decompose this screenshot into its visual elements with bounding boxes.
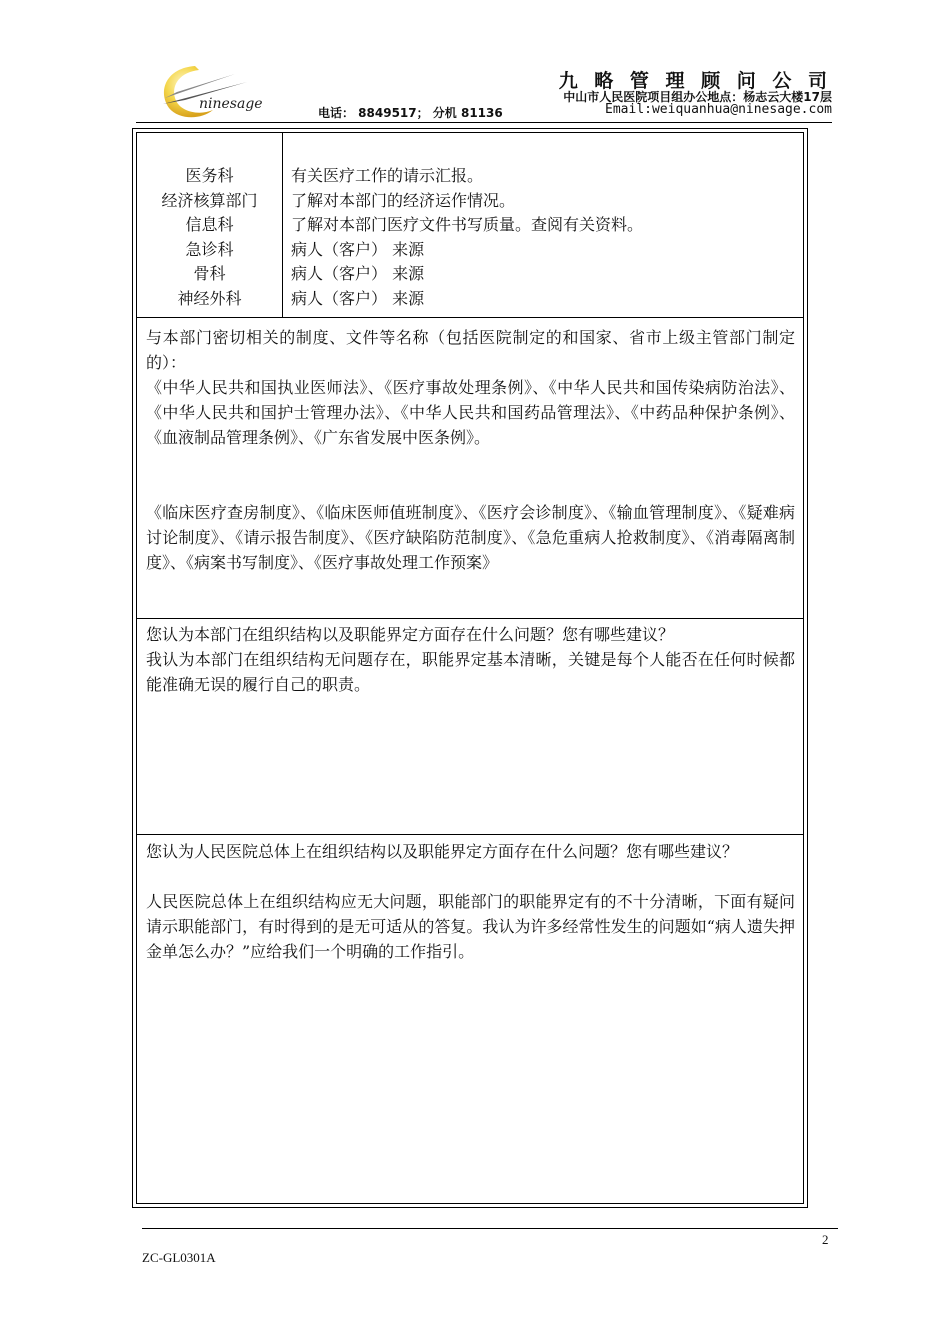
company-name: 九 略 管 理 顾 问 公 司 [558, 70, 832, 92]
department-name: 急诊科 [185, 239, 234, 259]
hospital-rules-list: 《临床医疗查房制度》、《临床医师值班制度》、《医疗会诊制度》、《输血管理制度》、《疑难病讨论制度》、《请示报告制度》、《医疗缺陷防范制度》、《急危重病人抢救制度》、《消毒隔离制度》、《病案书写制度》、《医疗事故处理工作预案》 [146, 503, 795, 572]
department-name: 骨科 [193, 264, 226, 284]
department-relation: 了解对本部门的经济运作情况。 [291, 190, 516, 210]
department-relation: 病人（客户） 来源 [291, 239, 425, 259]
question-answer: 我认为本部门在组织结构无问题存在，职能界定基本清晰，关键是每个人能否在任何时候都能准确无误的履行自己的职责。 [146, 650, 795, 694]
page-number: 2 [822, 1232, 829, 1247]
header-divider [136, 122, 832, 123]
office-address: 中山市人民医院项目组办公地点：杨志云大楼17层 [563, 90, 832, 104]
department-name: 经济核算部门 [161, 190, 258, 210]
document-code: ZC-GL0301A [142, 1250, 216, 1265]
question-answer: 人民医院总体上在组织结构应无大问题，职能部门的职能界定有的不十分清晰，下面有疑问请示职能部门，有时得到的是无可适从的答复。我认为许多经常性发生的问题如“病人遗失押金单怎么办？”应给我们一个明确的工作指引。 [146, 892, 795, 961]
company-logo [155, 60, 267, 122]
logo-wordmark: ninesage [199, 96, 263, 112]
department-relation-column [291, 164, 797, 312]
national-laws-list: 《中华人民共和国执业医师法》、《医疗事故处理条例》、《中华人民共和国传染病防治法》、《中华人民共和国护士管理办法》、《中华人民共和国药品管理法》、《中药品种保护条例》、《血液制品管理条例》、《广东省发展中医条例》。 [146, 378, 795, 447]
regulations-prompt: 与本部门密切相关的制度、文件等名称（包括医院制定的和国家、省市上级主管部门制定的）： [146, 328, 795, 372]
department-relation: 病人（客户） 来源 [291, 288, 425, 308]
form-table [132, 128, 808, 1208]
email-address: Email:weiquanhua@ninesage.com [605, 102, 832, 117]
regulations-section [137, 317, 803, 619]
department-issues-section [137, 619, 803, 835]
department-name: 医务科 [185, 166, 234, 185]
question-prompt: 您认为本部门在组织结构以及职能界定方面存在什么问题？您有哪些建议？ [146, 625, 675, 644]
department-relation: 了解对本部门医疗文件书写质量。查阅有关资料。 [291, 215, 644, 235]
hospital-issues-section [137, 835, 803, 1203]
related-departments-section [137, 133, 803, 318]
form-table-inner [136, 132, 804, 1204]
department-name: 神经外科 [177, 288, 242, 308]
department-relation: 有关医疗工作的请示汇报。 [291, 166, 484, 185]
department-relation: 病人（客户） 来源 [291, 264, 425, 284]
department-name-column [137, 164, 282, 312]
phone-number: 电话： 8849517； 分机 81136 [318, 106, 503, 120]
column-divider [282, 133, 283, 317]
footer-divider [142, 1228, 838, 1229]
department-name: 信息科 [185, 215, 234, 235]
question-prompt: 您认为人民医院总体上在组织结构以及职能界定方面存在什么问题？您有哪些建议？ [146, 842, 739, 861]
